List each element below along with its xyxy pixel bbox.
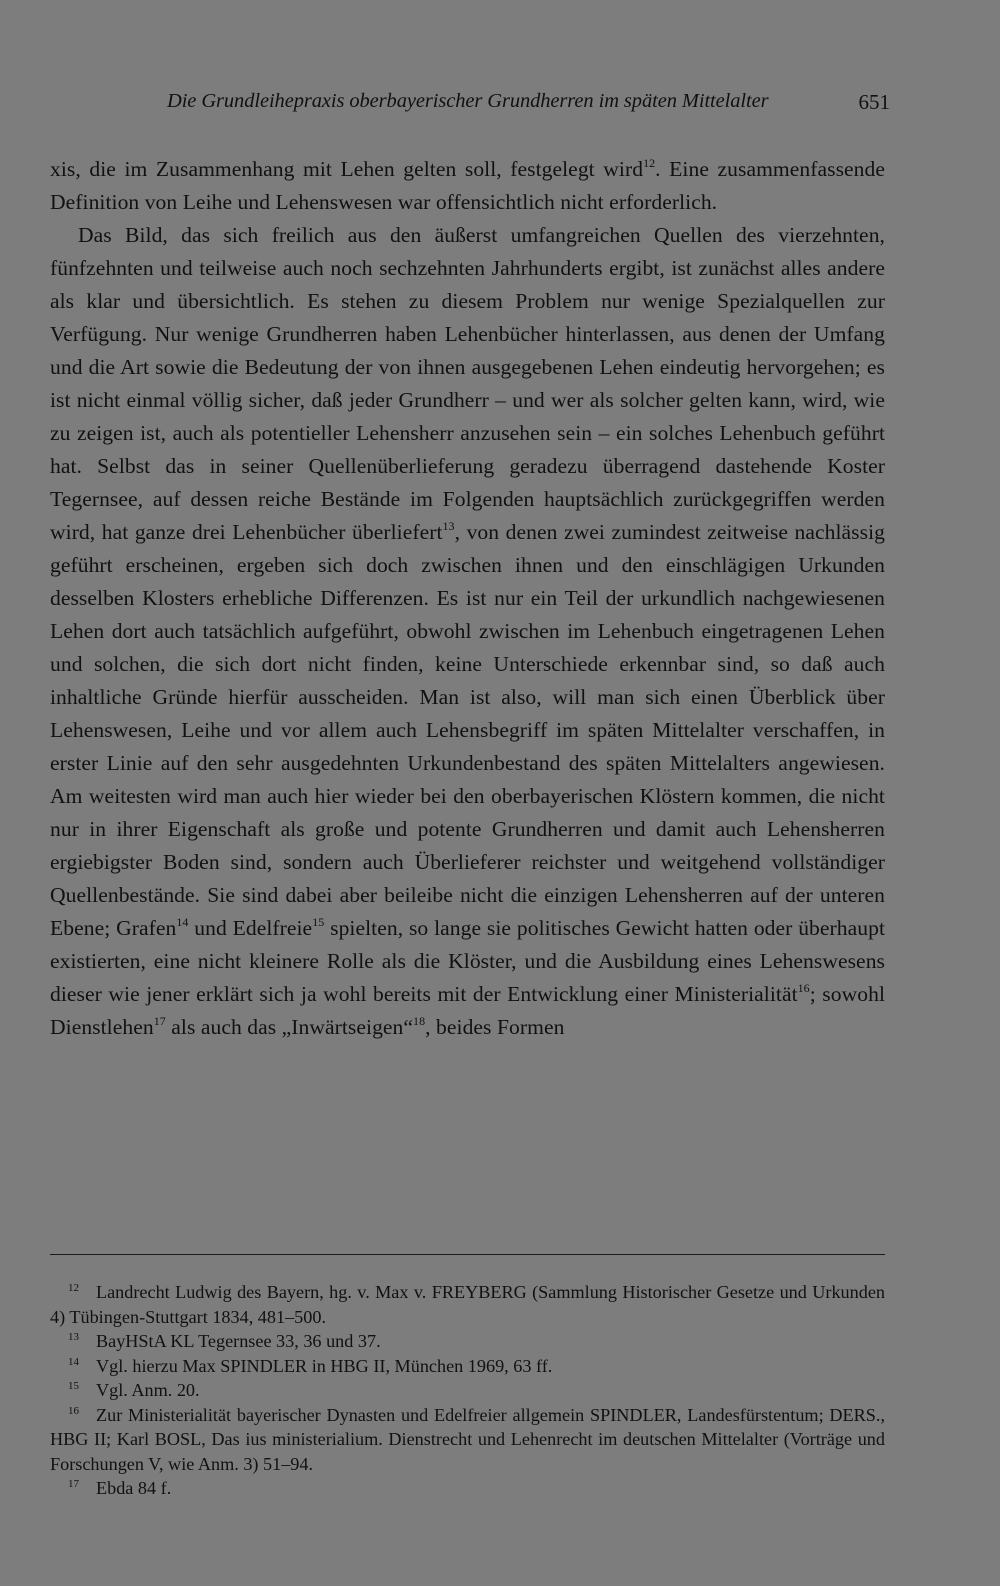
page-number: 651 (858, 90, 890, 114)
text-run: . Eine zusammenfassende Definition von Leihe und Lehenswesen war offensichtlich nicht erforderlich. (50, 157, 885, 214)
footnote-ref-13: 13 (442, 519, 455, 533)
footnote-ref-17: 17 (153, 1014, 166, 1028)
main-text (50, 153, 885, 1044)
running-header (60, 90, 890, 120)
footnote-ref-15: 15 (312, 915, 325, 929)
footnote-14: 14 Vgl. hierzu Max SPINDLER in HBG II, München 1969, 63 ff. (68, 1355, 553, 1376)
text-run: spielten, so lange sie politisches Gewicht hatten oder überhaupt existierten, eine nicht kleinere Rolle als die Klöster, und die Ausbildung eines Lehenswesens dieser wie jener erklärt sich ja wohl bereits mit der Entwicklung einer Ministerialität (50, 916, 886, 1006)
footnote-text: Ebda 84 f. (96, 1478, 172, 1498)
paragraph-1 (50, 153, 885, 219)
footnote-text: Vgl. Anm. 20. (96, 1380, 200, 1400)
footnotes (50, 1280, 885, 1501)
text-run: ; sowohl Dienstlehen (50, 982, 885, 1039)
footnote-15: 15 Vgl. Anm. 20. (68, 1380, 200, 1400)
footnote-text: Landrecht Ludwig des Bayern, hg. v. Max v. FREYBERG (Sammlung Historischer Gesetze und Urkunden 4) Tübingen-Stuttgart 1834, 481–500. (50, 1282, 885, 1327)
footnote-text: Zur Ministerialität bayerischer Dynasten und Edelfreier allgemein SPINDLER, Landesfürstentum; DERS., HBG II; Karl BOSL, Das ius ministerialium. Dienstrecht und Lehenrecht im deutschen Mittelalter (Vorträge und Forschungen V, wie Anm. 3) 51–94. (50, 1404, 885, 1474)
footnote-divider (50, 1254, 885, 1255)
footnote-ref-12: 12 (643, 156, 656, 170)
text-run: , von denen zwei zumindest zeitweise nachlässig geführt erscheinen, ergeben sich doch zwischen ihnen und den einschlägigen Urkunden desselben Klosters erhebliche Differenzen. Es ist nur ein Teil der urkundlich nachgewiesenen Lehen dort auch tatsächlich aufgeführt, obwohl zwischen im Lehenbuch eingetragenen Lehen und solchen, die sich dort nicht finden, keine Unterschiede erkennbar sind, so daß auch inhaltliche Gründe hierfür ausscheiden. Man ist also, will man sich einen Überblick über Lehenswesen, Leihe und vor allem auch Lehensbegriff im späten Mittelalter verschaffen, in erster Linie auf den sehr ausgedehnten Urkundenbestand des späten Mittelalters angewiesen. Am weitesten wird man auch hier wieder bei den oberbayerischen Klöstern kommen, die nicht nur in ihrer Eigenschaft als große und potente Grundherren und damit auch Lehensherren ergiebigster Boden sind, sondern auch Überlieferer reichster und weitgehend vollständiger Quellenbestände. Sie sind dabei aber beileibe nicht die einzigen Lehensherren auf der unteren Ebene; Grafen (50, 520, 885, 940)
footnote-text: Vgl. hierzu Max SPINDLER in HBG II, München 1969, 63 ff. (96, 1355, 553, 1376)
footnote-12: 12 Landrecht Ludwig des Bayern, hg. v. Max v. FREYBERG (Sammlung Historischer Gesetze und Urkunden 4) Tübingen-Stuttgart 1834, 481–500. (50, 1282, 885, 1327)
footnote-17: 17 Ebda 84 f. (68, 1478, 172, 1498)
paragraph-2 (50, 219, 885, 1044)
running-head-title: Die Grundleihepraxis oberbayerischer Grundherren im späten Mittelalter (167, 90, 769, 112)
text-run: als auch das „Inwärtseigen“ (165, 1015, 414, 1039)
footnote-ref-18: 18 (413, 1014, 426, 1028)
text-run: und Edelfreie (188, 916, 313, 940)
text-run: Das Bild, das sich freilich aus den äußerst umfangreichen Quellen des vierzehnten, fünfzehnten und teilweise auch noch sechzehnten Jahrhunderts ergibt, ist zunächst alles andere als klar und übersichtlich. Es stehen zu diesem Problem nur wenige Spezialquellen zur Verfügung. Nur wenige Grundherren haben Lehenbücher hinterlassen, aus denen der Umfang und die Art sowie die Bedeutung der von ihnen ausgegebenen Lehen eindeutig hervorgehen; es ist nicht einmal völlig sicher, daß jeder Grundherr – und wer als solcher gelten kann, wird, wie zu zeigen ist, auch als potentieller Lehensherr anzusehen sein – ein solches Lehenbuch geführt hat. Selbst das in seiner Quellenüberlieferung geradezu überragend dastehende Koster Tegernsee, auf dessen reiche Bestände im Folgenden hauptsächlich zurückgegriffen werden wird, hat ganze drei Lehenbücher überliefert (50, 223, 885, 544)
footnote-16: 16 Zur Ministerialität bayerischer Dynasten und Edelfreier allgemein SPINDLER, Landesfürstentum; DERS., HBG II; Karl BOSL, Das ius ministerialium. Dienstrecht und Lehenrecht im deutschen Mittelalter (Vorträge und Forschungen V, wie Anm. 3) 51–94. (50, 1404, 885, 1474)
text-run: xis, die im Zusammenhang mit Lehen gelten soll, festgelegt wird (50, 157, 644, 181)
text-run: , beides Formen (425, 1015, 565, 1039)
footnote-ref-14: 14 (176, 915, 189, 929)
footnote-text: BayHStA KL Tegernsee 33, 36 und 37. (96, 1331, 381, 1351)
footnote-13: 13 BayHStA KL Tegernsee 33, 36 und 37. (68, 1331, 381, 1351)
footnote-ref-16: 16 (797, 981, 810, 995)
